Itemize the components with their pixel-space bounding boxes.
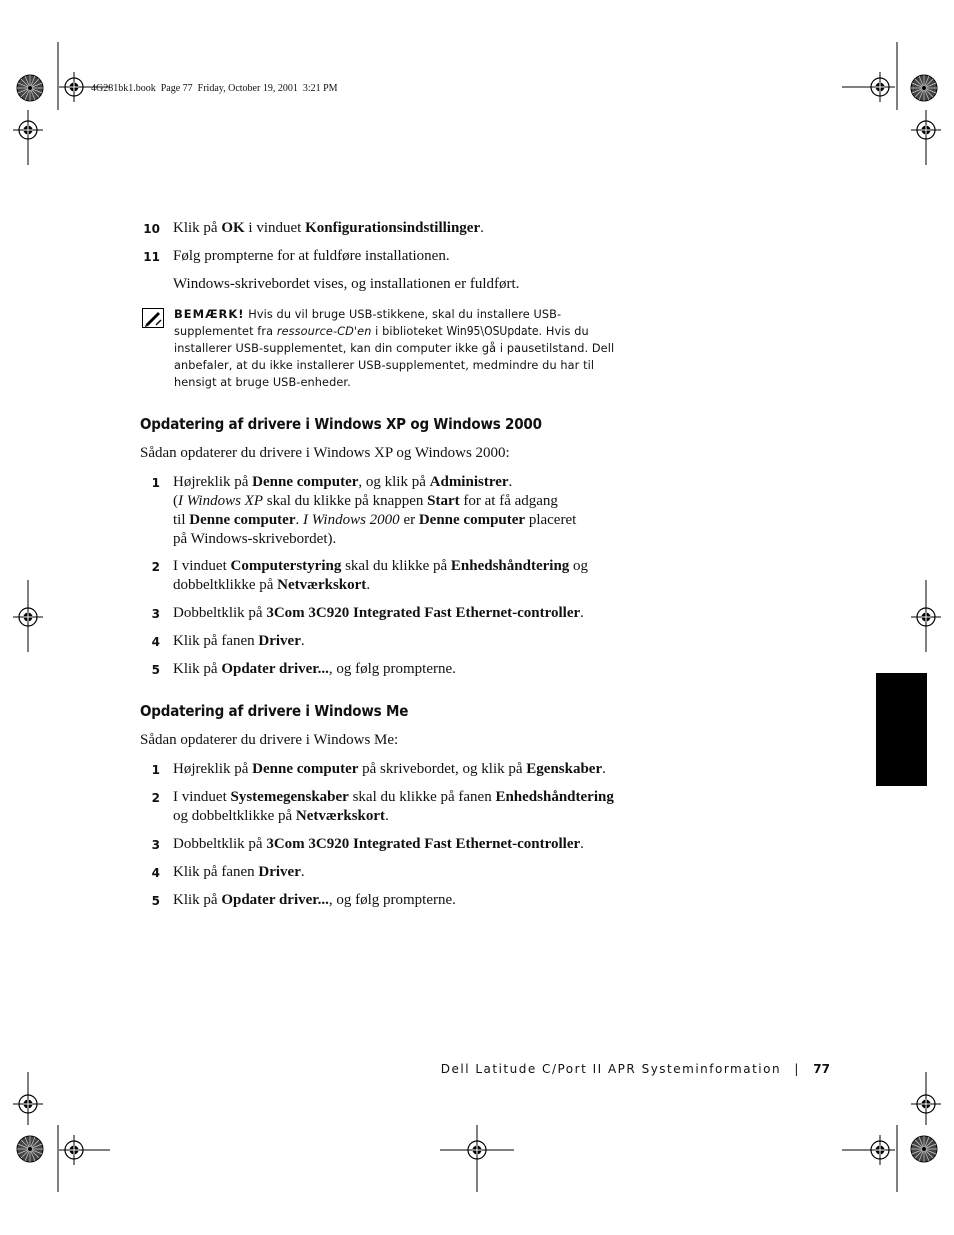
section-heading: Opdatering af drivere i Windows Me [140,702,409,720]
step-number: 2 [151,560,160,574]
step-text: Klik på Opdater driver..., og følg prompterne. [173,661,456,677]
page-footer [441,1062,830,1076]
step-text: Klik på OK i vinduet Konfigurationsindstillinger. [173,220,484,236]
pencil-note-icon [142,308,164,328]
step-text: Klik på Opdater driver..., og følg prompterne. [173,892,456,908]
step-text: Dobbeltklik på 3Com 3C920 Integrated Fast Ethernet-controller. [173,605,584,621]
page-number: 77 [813,1062,830,1076]
step-number: 1 [151,763,160,777]
section-heading: Opdatering af drivere i Windows XP og Windows 2000 [140,415,542,433]
step-text: Følg prompterne for at fuldføre installationen. [173,248,450,264]
step-number: 2 [151,791,160,805]
note-box: BEMÆRK! Hvis du vil bruge USB-stikkene, skal du installere USB-supplementet fra ressource-CD'en i biblioteket Win95\OSUpdate. Hvis du installerer USB-supplementet, kan din computer ikke gå i pausetilstand. Dell anbefaler, at du ikke installerer USB-supplementet, medmindre du har til hensigt at bruge USB-enheder. [174,307,615,389]
thumb-tab [876,673,927,786]
step-number: 3 [151,838,160,852]
step-number: 5 [151,894,160,908]
step-text: Højreklik på Denne computer på skrivebordet, og klik på Egenskaber. [173,761,606,777]
note-label: BEMÆRK! [174,307,245,321]
step-number: 4 [151,866,160,880]
section-intro: Sådan opdaterer du drivere i Windows XP og Windows 2000: [140,445,510,461]
step-text: Dobbeltklik på 3Com 3C920 Integrated Fast Ethernet-controller. [173,836,584,852]
step-text: I vinduet Systemegenskaber skal du klikke på fanen Enhedshåndtering og dobbeltklikke på Netværkskort. [173,789,614,824]
step-number: 1 [151,476,160,490]
footer-separator: | [794,1062,800,1076]
step-number: 3 [151,607,160,621]
footer-title: Dell Latitude C/Port II APR Systeminformation [440,1062,782,1076]
print-header: 4G281bk1.book Page 77 Friday, October 19, 2001 3:21 PM [91,83,338,94]
step-text: Højreklik på Denne computer, og klik på Administrer. (I Windows XP skal du klikke på knappen Start for at få adgang til Denne computer. I Windows 2000 er Denne computer placeret på Windows-skrivebordet). [173,474,577,547]
step-number: 10 [143,222,160,236]
step-followup: Windows-skrivebordet vises, og installationen er fuldført. [173,276,520,292]
section-intro: Sådan opdaterer du drivere i Windows Me: [140,732,399,748]
step-text: I vinduet Computerstyring skal du klikke på Enhedshåndtering og dobbeltklikke på Netværkskort. [173,558,589,593]
step-text: Klik på fanen Driver. [173,864,305,880]
step-text: Klik på fanen Driver. [173,633,305,649]
step-number: 5 [151,663,160,677]
step-number: 11 [143,250,160,264]
step-number: 4 [151,635,160,649]
